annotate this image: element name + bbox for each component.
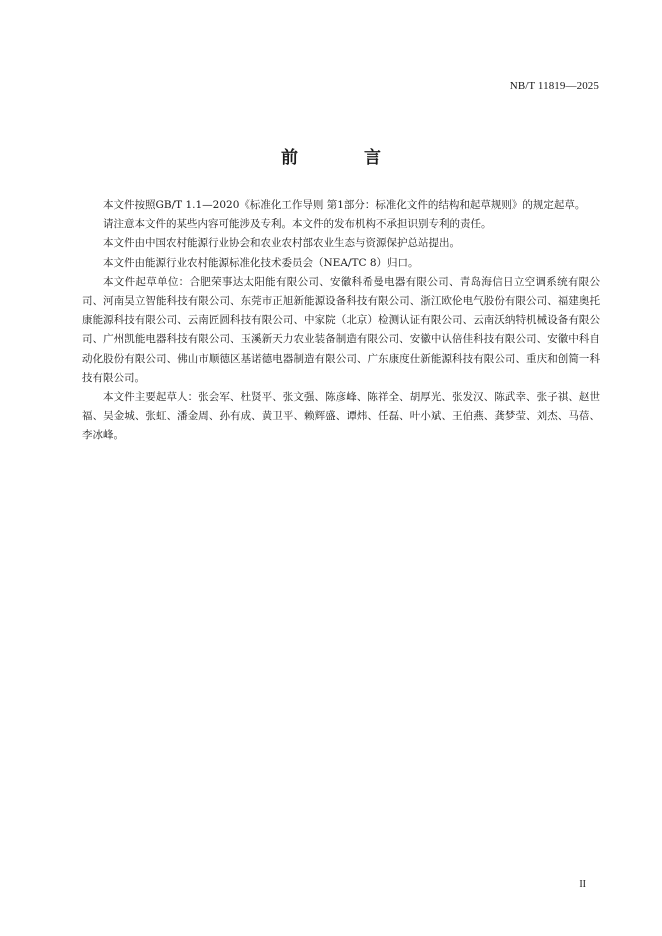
- document-code: NB/T 11819—2025: [509, 80, 599, 92]
- paragraph-patent-notice: 请注意本文件的某些内容可能涉及专利。本文件的发布机构不承担识别专利的责任。: [103, 218, 492, 231]
- foreword-body: [82, 196, 600, 446]
- paragraph-drafting-rules: 本文件按照GB/T 1.1—2020《标准化工作导则 第1部分：标准化文件的结构和起草规则》的规定起草。: [103, 199, 586, 211]
- section-title: 前 言: [281, 148, 411, 168]
- paragraph-drafting-units: 本文件起草单位：合肥荣事达太阳能有限公司、安徽科希曼电器有限公司、青岛海信日立空调系统有限公司、河南昊立智能科技有限公司、东莞市正旭新能源设备科技有限公司、浙江欧伦电气股份有限公司、福建奥托康能源科技有限公司、云南匠圆科技有限公司、中家院（北京）检测认证有限公司、云南沃纳特机械设备有限公司、广州凯能电器科技有限公司、玉溪新天力农业装备制造有限公司、安徽中认倍佳科技有限公司、安徽中科自动化股份有限公司、佛山市顺德区基诺德电器制造有限公司、广东康度仕新能源科技有限公司、重庆和创简一科技有限公司。: [82, 275, 600, 384]
- paragraph-drafters: 本文件主要起草人：张会军、杜贤平、张文强、陈彦峰、陈祥全、胡厚光、张发汉、陈武幸、张子祺、赵世福、吴金城、张虹、潘金周、孙有成、黄卫平、赖辉盛、谭炜、任磊、叶小斌、王伯燕、龚梦莹、刘杰、马蓓、李冰峰。: [82, 391, 600, 442]
- paragraph-committee: 本文件由能源行业农村能源标准化技术委员会（NEA/TC 8）归口。: [103, 256, 419, 269]
- paragraph-proposer: 本文件由中国农村能源行业协会和农业农村部农业生态与资源保护总站提出。: [103, 237, 460, 250]
- page-number: II: [579, 879, 586, 890]
